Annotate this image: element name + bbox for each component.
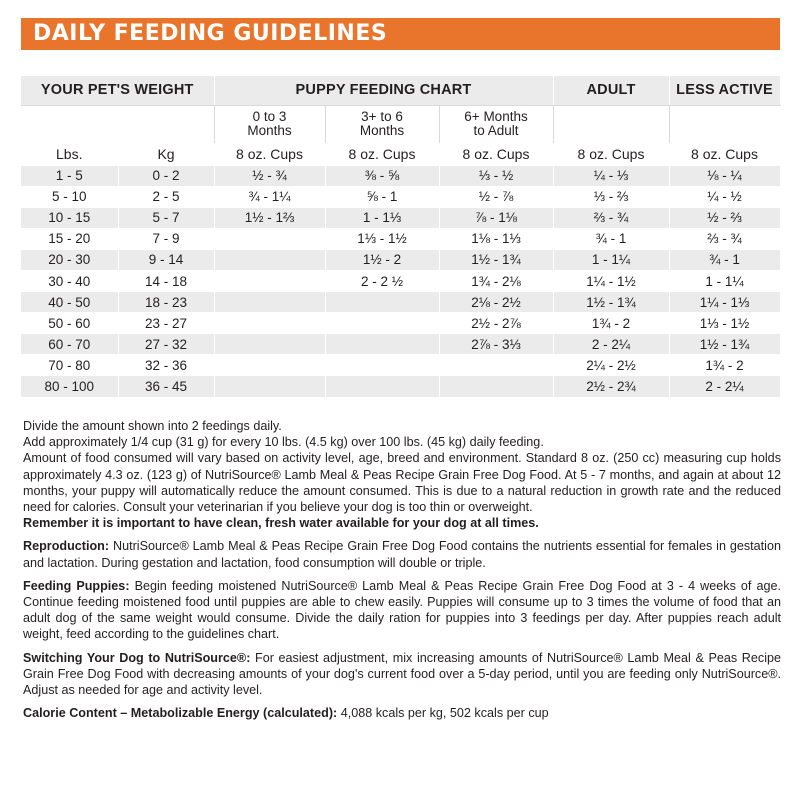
- note-divide: Divide the amount shown into 2 feedings daily.: [23, 419, 282, 433]
- table-cell: ¾ - 1¼: [214, 186, 325, 207]
- table-cell: 0 - 2: [118, 165, 214, 186]
- table-cell: 2 - 2 ½: [325, 270, 439, 291]
- calorie-text: 4,088 kcals per kg, 502 kcals per cup: [337, 706, 549, 721]
- table-row: [21, 313, 780, 334]
- unit-cups: 8 oz. Cups: [325, 143, 439, 165]
- table-cell: ⅞ - 1⅛: [439, 207, 553, 228]
- table-cell: ⅛ - ¼: [669, 165, 780, 186]
- table-cell: 2⅞ - 3⅓: [439, 334, 553, 355]
- table-cell: 2 - 5: [118, 186, 214, 207]
- table-cell: 2 - 2¼: [553, 334, 669, 355]
- table-cell: [214, 355, 325, 376]
- unit-lbs: Lbs.: [21, 143, 118, 165]
- note-calorie: [23, 705, 781, 721]
- table-cell: 1¼ - 1⅓: [669, 292, 780, 313]
- table-cell: 5 - 7: [118, 207, 214, 228]
- switching-text: For easiest adjustment, mix increasing amounts of NutriSource® Lamb Meal & Peas Recipe Grain Free Dog Food with decreasing amounts of your dog's current food over a 5-day period, until you are feeding only NutriSource®. Adjust as needed for age and activity level.: [23, 650, 781, 698]
- unit-cups: 8 oz. Cups: [439, 143, 553, 165]
- note-reproduction: [23, 538, 781, 570]
- table-cell: 1½ - 2: [325, 249, 439, 270]
- table-cell: 9 - 14: [118, 249, 214, 270]
- units-row: [21, 143, 780, 165]
- table-row: [21, 376, 780, 397]
- table-row: [21, 228, 780, 249]
- table-header-row: [21, 76, 780, 105]
- table-cell: 2⅛ - 2½: [439, 292, 553, 313]
- table-cell: [214, 249, 325, 270]
- table-row: [21, 207, 780, 228]
- unit-cups: 8 oz. Cups: [214, 143, 325, 165]
- age-0-3: 0 to 3 Months: [214, 105, 325, 143]
- table-cell: 1½ - 1¾: [439, 249, 553, 270]
- table-cell: 18 - 23: [118, 292, 214, 313]
- table-cell: 2¼ - 2½: [553, 355, 669, 376]
- remember-text: Remember it is important to have clean, fresh water available for your dog at all times.: [23, 516, 539, 531]
- table-cell: 20 - 30: [21, 249, 118, 270]
- unit-cups: 8 oz. Cups: [669, 143, 780, 165]
- table-cell: [325, 355, 439, 376]
- unit-kg: Kg: [118, 143, 214, 165]
- table-cell: 15 - 20: [21, 228, 118, 249]
- table-row: [21, 249, 780, 270]
- feeding-table: [21, 76, 781, 398]
- note-feeding-puppies: [23, 578, 781, 643]
- note-add: Add approximately 1/4 cup (31 g) for every 10 lbs. (4.5 kg) over 100 lbs. (45 kg) daily feeding.: [23, 435, 544, 450]
- table-cell: [214, 334, 325, 355]
- table-cell: [214, 270, 325, 291]
- table-row: [21, 270, 780, 291]
- table-cell: 1 - 1¼: [669, 270, 780, 291]
- feeding-puppies-label: Feeding Puppies:: [23, 578, 130, 593]
- table-cell: 23 - 27: [118, 313, 214, 334]
- table-cell: 80 - 100: [21, 376, 118, 397]
- table-cell: 2 - 2¼: [669, 376, 780, 397]
- reproduction-label: Reproduction:: [23, 539, 110, 554]
- table-cell: ⅔ - ¾: [553, 207, 669, 228]
- table-cell: 1½ - 1⅔: [214, 207, 325, 228]
- age-header-row: [21, 105, 780, 143]
- table-row: [21, 355, 780, 376]
- table-cell: [214, 376, 325, 397]
- table-cell: 2½ - 2¾: [553, 376, 669, 397]
- table-cell: 50 - 60: [21, 313, 118, 334]
- table-cell: ⅜ - ⅝: [325, 165, 439, 186]
- table-cell: 10 - 15: [21, 207, 118, 228]
- table-cell: 1 - 1⅓: [325, 207, 439, 228]
- table-cell: 1¾ - 2⅛: [439, 270, 553, 291]
- table-cell: 1¼ - 1½: [553, 270, 669, 291]
- table-row: [21, 334, 780, 355]
- age-blank: [21, 105, 214, 143]
- header-less-active: LESS ACTIVE: [669, 76, 780, 105]
- table-cell: 5 - 10: [21, 186, 118, 207]
- note-remember: [23, 515, 781, 531]
- table-cell: ¾ - 1: [553, 228, 669, 249]
- table-cell: 1½ - 1¾: [553, 292, 669, 313]
- table-cell: [439, 355, 553, 376]
- calorie-label: Calorie Content – Metabolizable Energy (calculated):: [23, 706, 338, 721]
- header-adult: ADULT: [553, 76, 669, 105]
- header-puppy: PUPPY FEEDING CHART: [214, 76, 553, 105]
- table-cell: [214, 228, 325, 249]
- age-6-adult: 6+ Months to Adult: [439, 105, 553, 143]
- page-title: DAILY FEEDING GUIDELINES: [21, 18, 780, 50]
- table-cell: [325, 313, 439, 334]
- table-row: [21, 292, 780, 313]
- table-cell: ¼ - ½: [669, 186, 780, 207]
- table-cell: ½ - ⅔: [669, 207, 780, 228]
- feeding-notes: [23, 418, 781, 721]
- table-cell: 1⅛ - 1⅓: [439, 228, 553, 249]
- note-switching: [23, 650, 781, 699]
- table-cell: 14 - 18: [118, 270, 214, 291]
- table-cell: 70 - 80: [21, 355, 118, 376]
- table-row: [21, 186, 780, 207]
- age-adult-blank: [553, 105, 669, 143]
- age-less-blank: [669, 105, 780, 143]
- unit-cups: 8 oz. Cups: [553, 143, 669, 165]
- table-cell: [214, 292, 325, 313]
- table-cell: 36 - 45: [118, 376, 214, 397]
- table-cell: 40 - 50: [21, 292, 118, 313]
- table-cell: ⅝ - 1: [325, 186, 439, 207]
- table-cell: 1⅓ - 1½: [325, 228, 439, 249]
- feeding-puppies-text: Begin feeding moistened NutriSource® Lamb Meal & Peas Recipe Grain Free Dog Food at 3 - 4 weeks of age. Continue feeding moistened food until puppies are able to chew easily. Puppies will consume up to 3 times the volume of food that an adult dog of the same weight would consume. Divide the daily ration for puppies into 3 feedings per day. After puppies reach adult weight, feed according to the guidelines chart.: [23, 578, 781, 642]
- table-cell: ¾ - 1: [669, 249, 780, 270]
- table-cell: ⅓ - ⅔: [553, 186, 669, 207]
- table-cell: 1 - 5: [21, 165, 118, 186]
- table-cell: 30 - 40: [21, 270, 118, 291]
- table-cell: 1 - 1¼: [553, 249, 669, 270]
- note-amount: Amount of food consumed will vary based on activity level, age, breed and environment. Standard 8 oz. (250 cc) measuring cup holds approximately 4.3 oz. (123 g) of NutriSource® Lamb Meal & Peas Recipe Grain Free Dog Food. At 5 - 7 months, and again at about 12 months, your puppy will automatically reduce the amount consumed. This is due to a natural reduction in growth rate and the reduced need for calories. Consult your veterinarian if you believe your dog is too thin or overweight.: [23, 451, 781, 515]
- header-weight: YOUR PET'S WEIGHT: [21, 76, 214, 105]
- table-cell: ½ - ¾: [214, 165, 325, 186]
- table-cell: 1¾ - 2: [669, 355, 780, 376]
- table-cell: [439, 376, 553, 397]
- table-cell: [325, 292, 439, 313]
- reproduction-text: NutriSource® Lamb Meal & Peas Recipe Grain Free Dog Food contains the nutrients essential for females in gestation and lactation. During gestation and lactation, food consumption will double or triple.: [23, 539, 781, 570]
- table-cell: 60 - 70: [21, 334, 118, 355]
- table-cell: ¼ - ⅓: [553, 165, 669, 186]
- table-cell: 1½ - 1¾: [669, 334, 780, 355]
- table-cell: 27 - 32: [118, 334, 214, 355]
- table-cell: 32 - 36: [118, 355, 214, 376]
- table-cell: ⅓ - ½: [439, 165, 553, 186]
- table-cell: 7 - 9: [118, 228, 214, 249]
- switching-label: Switching Your Dog to NutriSource®:: [23, 650, 251, 665]
- table-cell: [325, 376, 439, 397]
- table-cell: [214, 313, 325, 334]
- table-cell: ⅔ - ¾: [669, 228, 780, 249]
- table-cell: ½ - ⅞: [439, 186, 553, 207]
- table-row: [21, 165, 780, 186]
- table-cell: [325, 334, 439, 355]
- table-cell: 2½ - 2⅞: [439, 313, 553, 334]
- age-3-6: 3+ to 6 Months: [325, 105, 439, 143]
- table-cell: 1⅓ - 1½: [669, 313, 780, 334]
- table-cell: 1¾ - 2: [553, 313, 669, 334]
